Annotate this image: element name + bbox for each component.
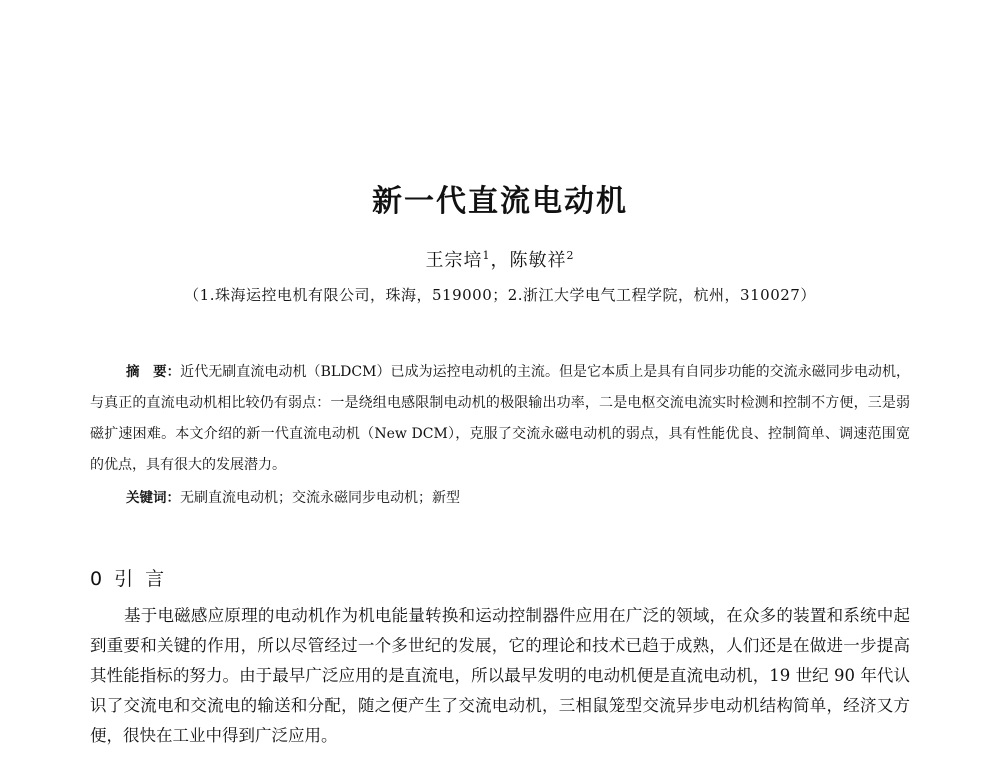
abstract-label: 摘 要： — [126, 364, 181, 380]
keywords-label: 关键词： — [126, 490, 180, 506]
author-separator: ， — [490, 250, 510, 271]
section-heading: 0 引 言 — [90, 568, 168, 590]
affiliation-line: （1.珠海运控电机有限公司，珠海，519000；2.浙江大学电气工程学院，杭州，310027） — [184, 286, 816, 304]
intro-paragraph: 基于电磁感应原理的电动机作为机电能量转换和运动控制器件应用在广泛的领域，在众多的装置和系统中起到重要和关键的作用，所以尽管经过一个多世纪的发展，它的理论和技术已趋于成熟，人们还是在做进一步提高其性能指标的努力。由于最早广泛应用的是直流电，所以最早发明的电动机便是直流电动机，19 世纪 90 年代认识了交流电和交流电的输送和分配，随之便产生了交流电动机，三相鼠笼型交流异步电动机结构简单，经济又方便，很快在工业中得到广泛应用。 — [90, 606, 910, 745]
author-line — [0, 246, 1000, 272]
abstract-text: 近代无刷直流电动机（BLDCM）已成为运控电动机的主流。但是它本质上是具有自同步功能的交流永磁同步电动机，与真正的直流电动机相比较仍有弱点：一是绕组电感限制电动机的极限输出功率，二是电枢交流电流实时检测和控制不方便，三是弱磁扩速困难。本文介绍的新一代直流电动机（New DCM），克服了交流永磁电动机的弱点，具有性能优良、控制简单、调速范围宽的优点，具有很大的发展潜力。 — [90, 364, 911, 473]
keywords-text: 无刷直流电动机；交流永磁同步电动机；新型 — [180, 490, 460, 506]
author-2: 陈敏祥 — [509, 250, 567, 271]
keywords — [126, 486, 906, 510]
author-2-affil-mark: 2 — [566, 249, 575, 262]
abstract — [90, 357, 910, 481]
author-1: 王宗培 — [425, 250, 483, 271]
paper-title: 新一代直流电动机 — [372, 184, 628, 219]
author-1-affil-mark: 1 — [482, 249, 491, 262]
